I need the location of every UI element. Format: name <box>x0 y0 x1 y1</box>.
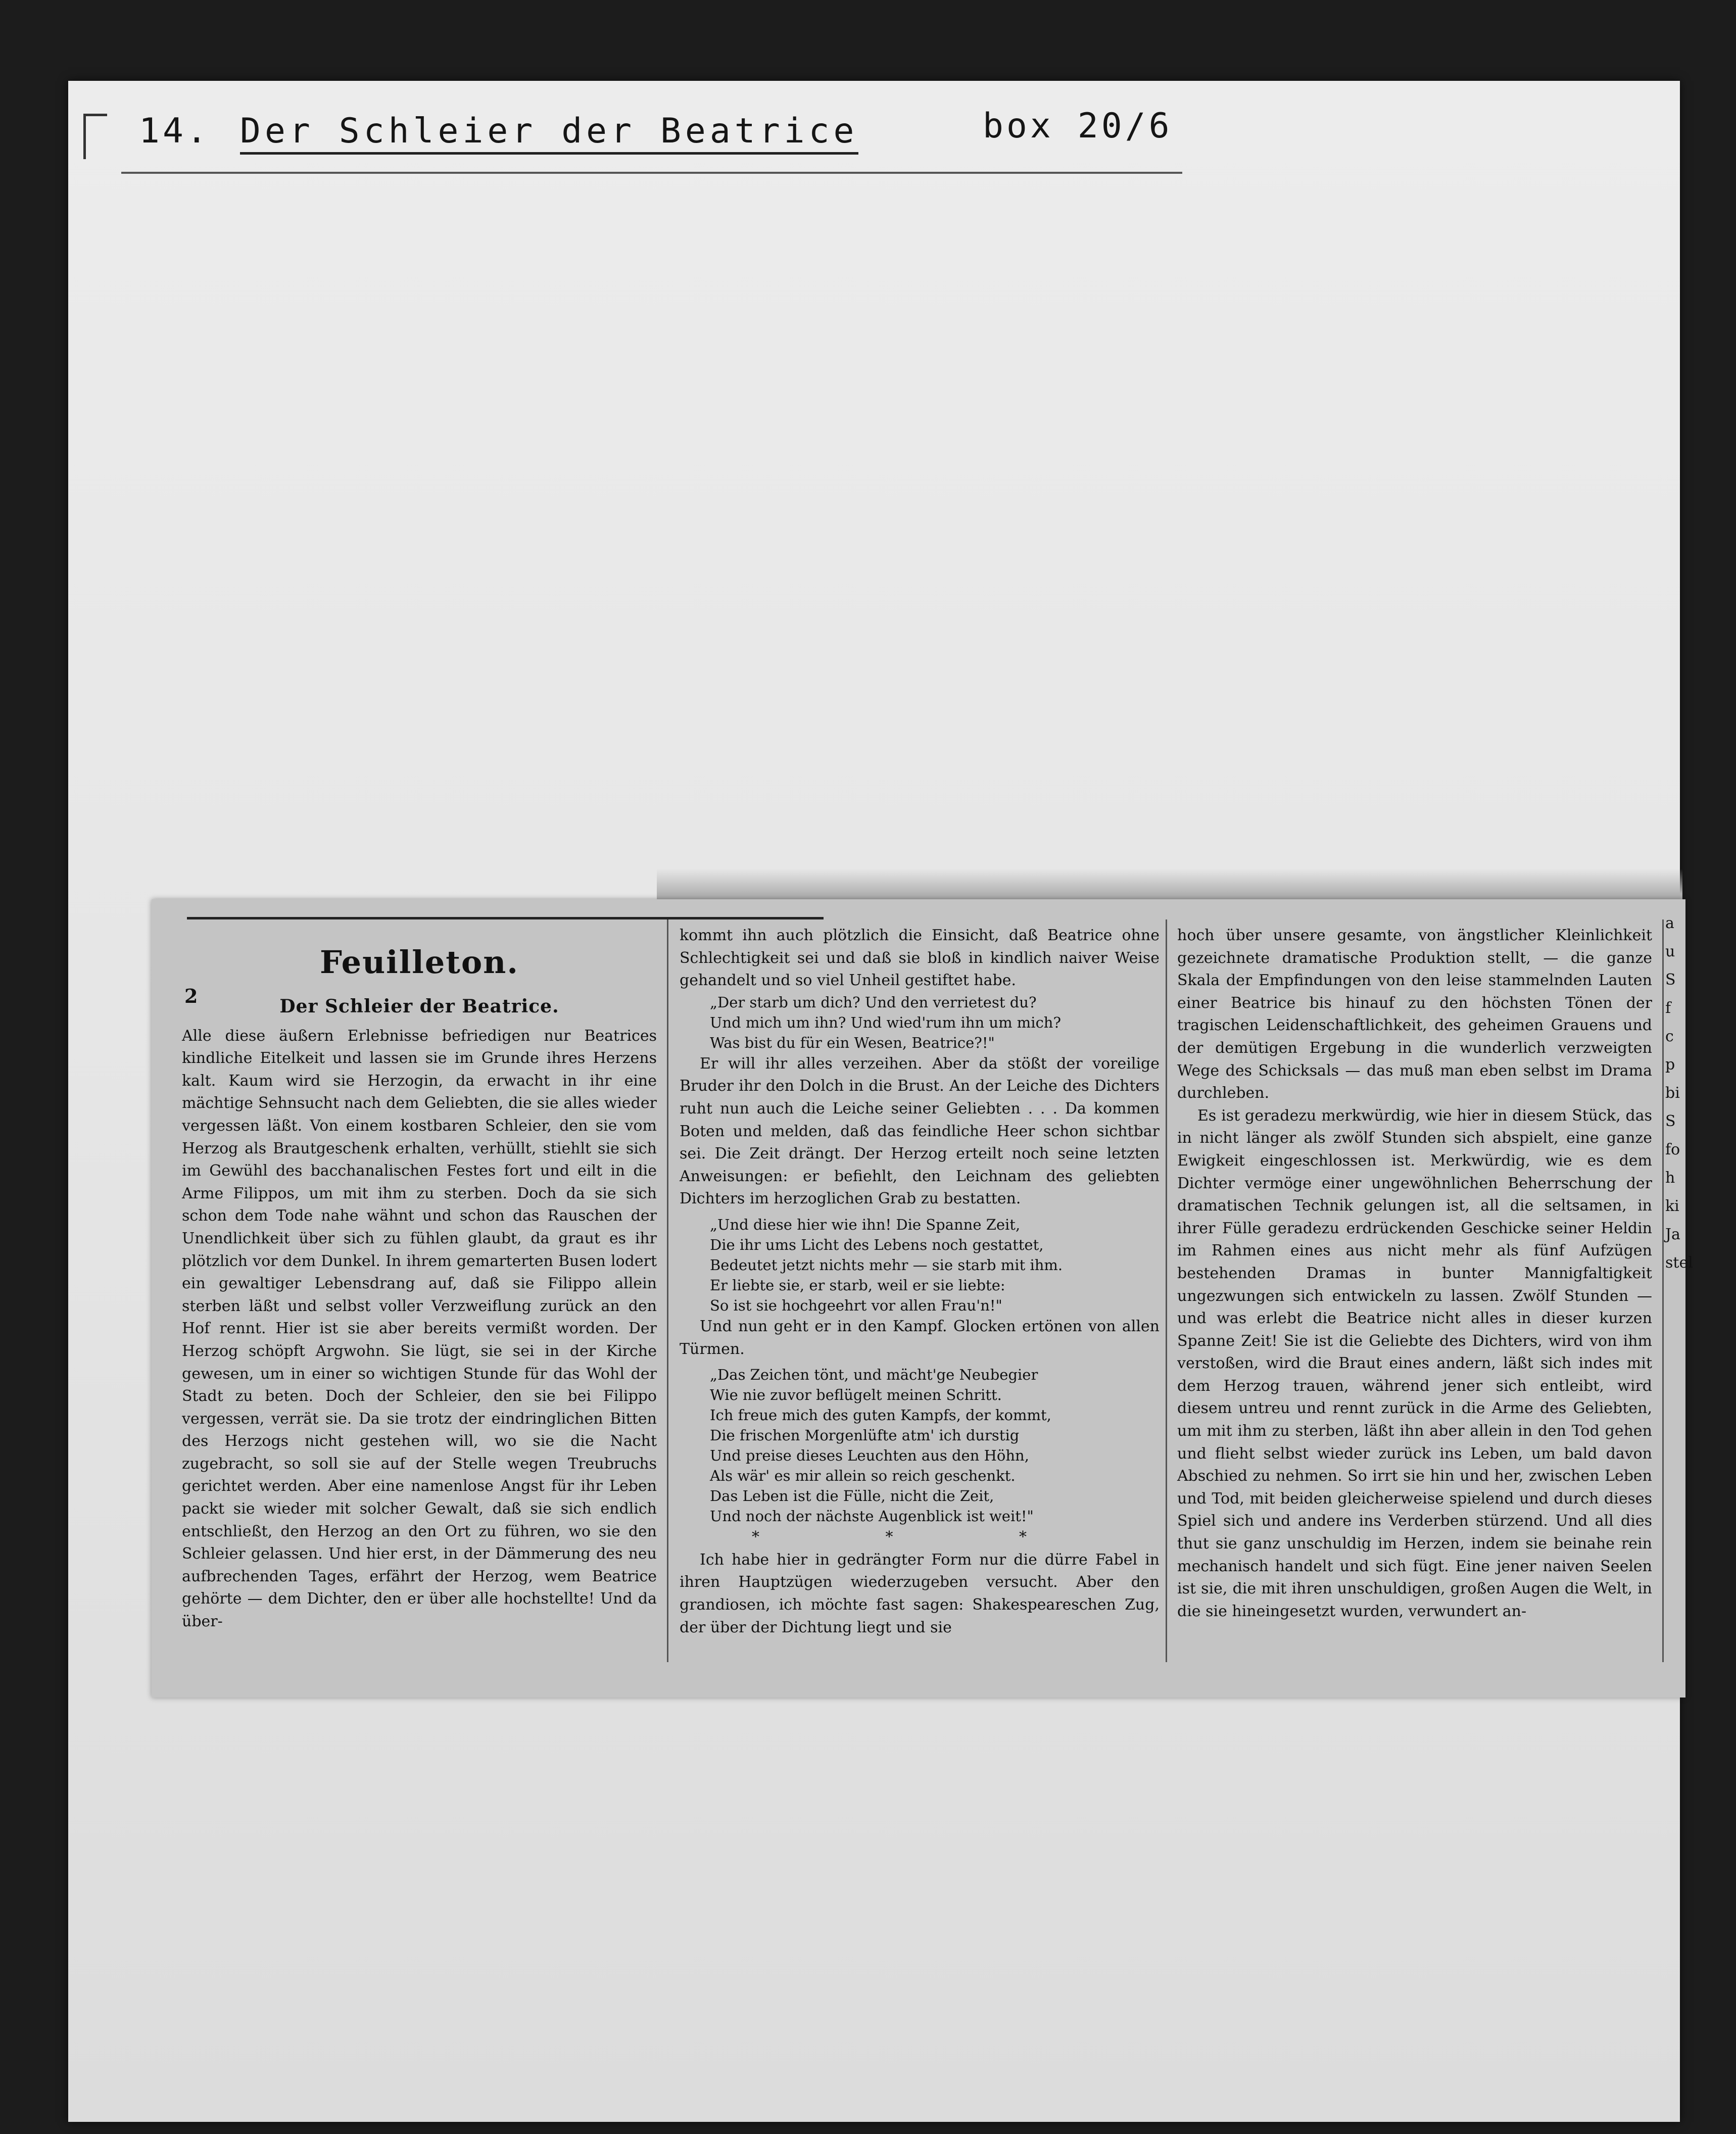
edge-fragment: a <box>1665 914 1674 932</box>
paragraph: Es ist geradezu merkwürdig, wie hier in diesem Stück, das in nicht länger als zwölf Stunden sich abspielt, eine ganze Ewigkeit eingeschlossen ist. Merkwürdig, wie es dem Dichter vermöge einer ungewöhnlichen Beherrschung der dramatischen Technik gelungen ist, all die seltsamen, in ihrer Fülle geradezu erdrückenden Geschicke seiner Heldin im Rahmen eines aus nicht mehr als fünf Aufzügen bestehenden Dramas in bunter Mannigfaltigkeit ungezwungen sich entwickeln zu lassen. Zwölf Stunden — und was erlebt die Beatrice nicht alles in dieser kurzen Spanne Zeit! Sie ist die Geliebte des Dichters, wird von ihm verstoßen, wird die Braut eines andern, läßt sich indes mit dem Herzog trauen, während jener sich entleibt, wird diesem untreu und rennt zurück in die Arme des Geliebten, um mit ihm zu sterben, läßt ihn aber allein in den Tod gehen und flieht selbst wieder zurück ins Leben, um bald davon Abschied zu nehmen. So irrt sie hin und her, zwischen Leben und Tod, mit beiden gleicherweise spielend und durch dieses Spiel sich und andere ins Verderben stürzend. Und all dies thut sie ganz unschuldig im Herzen, indem sie beinahe rein mechanisch handelt und sich fügt. Eine jener naiven Seelen ist sie, die mit ihren unschuldigen, großen Augen die Welt, in die sie hineingesetzt wurden, verwundert an- <box>1177 1106 1652 1620</box>
edge-fragment: c <box>1665 1028 1674 1045</box>
edge-fragment: S <box>1665 971 1676 989</box>
column-1 <box>182 925 657 1633</box>
header-number: 14. <box>139 111 210 151</box>
paragraph: Alle diese äußern Erlebnisse befriedigen nur Beatrices kindliche Eitelkeit und lassen sie im Grunde ihres Herzens kalt. Kaum wird sie Herzogin, da erwacht in ihr eine mächtige Sehnsucht nach dem Geliebten, die sie alles wieder vergessen läßt. Von einem kostbaren Schleier, den sie vom Herzog als Brautgeschenk erhalten, verhüllt, stiehlt sie sich im Gewühl des bacchanalischen Festes fort und eilt in die Arme Filippos, um mit ihm zu sterben. Doch da sie sich schon dem Tode nahe wähnt und schon das Rauschen der Unendlichkeit über sich zu fühlen glaubt, da graut es ihr plötzlich vor dem Dunkel. In ihrem gemarterten Busen lodert ein gewaltiger Lebensdrang auf, daß sie Filippo allein sterben läßt und selbst voller Verzweiflung zurück an den Hof rennt. Hier ist sie aber bereits vermißt worden. Der Herzog schöpft Argwohn. Sie lügt, sie sei in der Kirche gewesen, um in einer so wichtigen Stunde für das Wohl der Stadt zu beten. Doch der Schleier, den sie bei Filippo vergessen, verrät sie. Da sie trotz der eindringlichen Bitten des Herzogs nicht gestehen will, wo sie die Nacht zugebracht, so soll sie auf der Stelle wegen Treubruchs gerichtet werden. Aber eine namenlose Angst für ihr Leben packt sie wieder mit solcher Gewalt, daß sie sich endlich entschließt, den Herzog an den Ort zu führen, wo sie den Schleier gelassen. Und hier erst, in der Dämmerung des neu aufbrechenden Tages, erfährt der Herzog, wem Beatrice gehörte — dem Dichter, den er über alle hochstellte! Und da über- <box>182 1027 657 1631</box>
column-divider <box>1166 919 1167 1662</box>
edge-fragment: p <box>1665 1056 1675 1074</box>
edge-fragment: Ja <box>1665 1226 1680 1243</box>
corner-mark <box>83 114 107 159</box>
paragraph: hoch über unsere gesamte, von ängstlicher Kleinlichkeit gezeichnete dramatische Produktion stellt, — die ganze Skala der Empfindungen von den leise stammelnden Lauten einer Beatrice bis hinauf zu den höchsten Tönen der tragischen Leidenschaftlichkeit, des geheimen Grauens und der demütigen Ergebung in die wunderlich verzweigten Wege des Schicksals — das muß man eben selbst im Drama durchleben. <box>1177 927 1652 1102</box>
column-divider <box>667 919 668 1662</box>
column-2 <box>680 925 1160 1639</box>
header-box-label: box 20/6 <box>983 106 1173 146</box>
edge-fragment: h <box>1665 1169 1675 1187</box>
verse-line: Als wär' es mir allein so reich geschenkt. <box>710 1467 1016 1485</box>
newspaper-clipping <box>152 899 1693 1698</box>
header-divider <box>121 172 1182 174</box>
verse-line: Die frischen Morgenlüfte atm' ich durstig <box>710 1427 1020 1444</box>
verse-line: Wie nie zuvor beflügelt meinen Schritt. <box>710 1386 1002 1404</box>
verse-line: „Das Zeichen tönt, und mächt'ge Neubegier <box>710 1366 1038 1384</box>
paragraph: Und nun geht er in den Kampf. Glocken ertönen von allen Türmen. <box>680 1317 1160 1358</box>
paragraph: kommt ihn auch plötzlich die Einsicht, daß Beatrice ohne Schlechtigkeit sei und daß sie bloß in kindlich naiver Weise gehandelt und so viel Unheil gestiftet habe. <box>680 927 1160 990</box>
verse-line: Und noch der nächste Augenblick ist weit!" <box>710 1508 1034 1525</box>
header-title: Der Schleier der Beatrice <box>240 111 858 155</box>
verse-line: Bedeutet jetzt nichts mehr — sie starb mit ihm. <box>710 1256 1063 1274</box>
verse-line: Die ihr ums Licht des Lebens noch gestattet, <box>710 1236 1044 1253</box>
edge-fragment: bi <box>1665 1084 1680 1102</box>
edge-fragment: u <box>1665 943 1675 960</box>
adjacent-column-fragment <box>1665 909 1693 1667</box>
section-heading: Feuilleton. <box>320 944 519 981</box>
verse-line: Und mich um ihn? Und wied'rum ihn um mich? <box>710 1013 1062 1031</box>
verse-line: Was bist du für ein Wesen, Beatrice?!" <box>710 1034 995 1051</box>
edge-fragment: stel <box>1665 1254 1693 1272</box>
edge-fragment: fo <box>1665 1141 1680 1158</box>
edge-fragment: f <box>1665 999 1671 1017</box>
verse-line: „Und diese hier wie ihn! Die Spanne Zeit, <box>710 1216 1021 1233</box>
verse-line: Das Leben ist die Fülle, nicht die Zeit, <box>710 1487 994 1505</box>
edge-fragment: S <box>1665 1112 1676 1130</box>
verse-line: So ist sie hochgeehrt vor allen Frau'n!" <box>710 1296 1002 1314</box>
verse-line: Und preise dieses Leuchten aus den Höhn, <box>710 1447 1029 1465</box>
column-divider <box>1662 919 1664 1662</box>
archive-header <box>139 101 1352 172</box>
paragraph: Ich habe hier in gedrängter Form nur die dürre Fabel in ihren Hauptzügen wiederzugeben versucht. Aber den grandiosen, ich möchte fast sagen: Shakespeareschen Zug, der über der Dichtung liegt und sie <box>680 1550 1160 1636</box>
verse-line: „Der starb um dich? Und den verrietest du? <box>710 993 1037 1011</box>
column-3 <box>1177 925 1652 1623</box>
edge-fragment: ki <box>1665 1197 1679 1215</box>
verse-line: Er liebte sie, er starb, weil er sie liebte: <box>710 1276 1005 1294</box>
article-title: Der Schleier der Beatrice. <box>279 996 559 1017</box>
section-stars: * * * <box>751 1528 1088 1546</box>
paragraph: Er will ihr alles verzeihen. Aber da stößt der voreilige Bruder ihr den Dolch in die Brust. An der Leiche des Dichters ruht nun auch die Leiche seiner Geliebten . . . Da kommen Boten und melden, daß das feindliche Heer schon sichtbar sei. Die Zeit drängt. Der Herzog erteilt noch seine letzten Anweisungen: er befiehlt, den Leichnam des geliebten Dichters im herzoglichen Grab zu bestatten. <box>680 1054 1160 1208</box>
verse-line: Ich freue mich des guten Kampfs, der kommt, <box>710 1406 1051 1424</box>
page-marker: 2 <box>184 985 198 1007</box>
masthead-rule <box>187 917 824 919</box>
